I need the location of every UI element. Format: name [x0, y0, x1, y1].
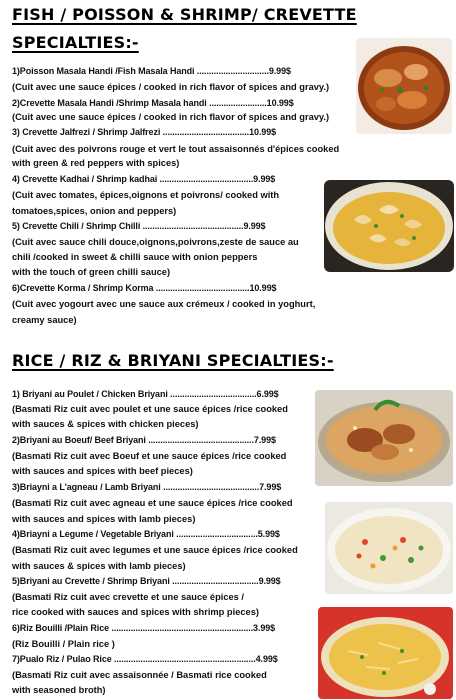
chicken-briyani-photo: [315, 390, 453, 486]
menu-item-description: (Basmati Riz cuit avec assaisonnée / Basmati rice cooked: [12, 670, 267, 680]
fish-title-line-1: FISH / POISSON & SHRIMP/ CREVETTE: [12, 5, 357, 24]
menu-item-description: (Basmati Riz cuit avec crevette et une sauce épices /: [12, 592, 245, 602]
menu-item: 1)Poisson Masala Handi /Fish Masala Handi ..............................9.99$: [12, 66, 291, 76]
vegetable-briyani-photo: [325, 502, 453, 594]
menu-item-description: (Basmati Riz cuit avec poulet et une sauce épices /rice cooked: [12, 404, 288, 414]
pulao-rice-photo: [318, 607, 453, 699]
menu-item-description: (Basmati Riz cuit avec legumes et une sauce épices /rice cooked: [12, 545, 298, 555]
menu-item-description: with seasoned broth): [12, 685, 106, 695]
menu-item-description: rice cooked with sauces and spices with shrimp pieces): [12, 607, 259, 617]
menu-item-description: (Cuit avec une sauce épices / cooked in rich flavor of spices and gravy.): [12, 112, 330, 122]
menu-item: 6)Crevette Korma / Shrimp Korma .......................................10.99$: [12, 283, 277, 293]
shrimp-curry-photo: [324, 180, 454, 272]
menu-item: 7)Pualo Riz / Pulao Rice ...........................................................4.99$: [12, 654, 278, 664]
menu-item-description: with sauces & spices with lamb pieces): [12, 561, 186, 571]
menu-item: 2)Crevette Masala Handi /Shrimp Masala handi ........................10.99$: [12, 98, 294, 108]
menu-item: 2)Briyani au Boeuf/ Beef Briyani ............................................7.99$: [12, 435, 276, 445]
menu-item: 3)Briayni a L'agneau / Lamb Briyani ........................................7.99$: [12, 482, 282, 492]
menu-item-description: with sauces & spices with chicken pieces): [12, 419, 199, 429]
menu-item-description: (Cuit avec tomates, épices,oignons et poivrons/ cooked with: [12, 190, 280, 200]
menu-item-description: (Cuit avec une sauce épices / cooked in rich flavor of spices and gravy.): [12, 82, 330, 92]
rice-section-title: RICE / RIZ & BRIYANI SPECIALTIES:-: [12, 351, 334, 370]
menu-item: 1) Briyani au Poulet / Chicken Briyani ....................................6.99$: [12, 389, 279, 399]
menu-item-description: chili /cooked in sweet & chilli sauce with onion peppers: [12, 252, 258, 262]
menu-item-description: (Cuit avec sauce chili douce,oignons,poivrons,zeste de sauce au: [12, 237, 299, 247]
menu-item: 6)Riz Bouilli /Plain Rice ...........................................................3.99$: [12, 623, 276, 633]
menu-item-description: with sauces and spices with lamb pieces): [12, 514, 196, 524]
menu-item-description: (Riz Bouilli / Plain rice ): [12, 639, 115, 649]
menu-item-description: with green & red peppers with spices): [12, 158, 180, 168]
menu-item-description: (Basmati Riz cuit avec Boeuf et une sauce épices /rice cooked: [12, 451, 287, 461]
menu-item-description: with the touch of green chilli sauce): [12, 267, 171, 277]
menu-item: 5) Crevette Chili / Shrimp Chilli ..........................................9.99$: [12, 221, 266, 231]
menu-item-description: with sauces and spices with beef pieces): [12, 466, 193, 476]
fish-masala-photo: [356, 38, 452, 134]
menu-item: 4) Crevette Kadhai / Shrimp kadhai .......................................9.99$: [12, 174, 276, 184]
menu-item-description: creamy sauce): [12, 315, 77, 325]
menu-item: 5)Briyani au Crevette / Shrimp Briyani ....................................9.99$: [12, 576, 281, 586]
menu-item-description: (Cuit avec yogourt avec une sauce aux crémeux / cooked in yoghurt,: [12, 299, 316, 309]
menu-item-description: (Cuit avec des poivrons rouge et vert le tout assaisonnés d'épices cooked: [12, 144, 340, 154]
menu-item: 4)Briayni a Legume / Vegetable Briyani ..................................5.99$: [12, 529, 280, 539]
menu-item-description: tomatoes,spices, onion and peppers): [12, 206, 177, 216]
menu-item: 3) Crevette Jalfrezi / Shrimp Jalfrezi ....................................10.99$: [12, 127, 277, 137]
menu-item-description: (Basmati Riz cuit avec agneau et une sauce épices /rice cooked: [12, 498, 293, 508]
fish-title-line-2: SPECIALTIES:-: [12, 33, 139, 52]
